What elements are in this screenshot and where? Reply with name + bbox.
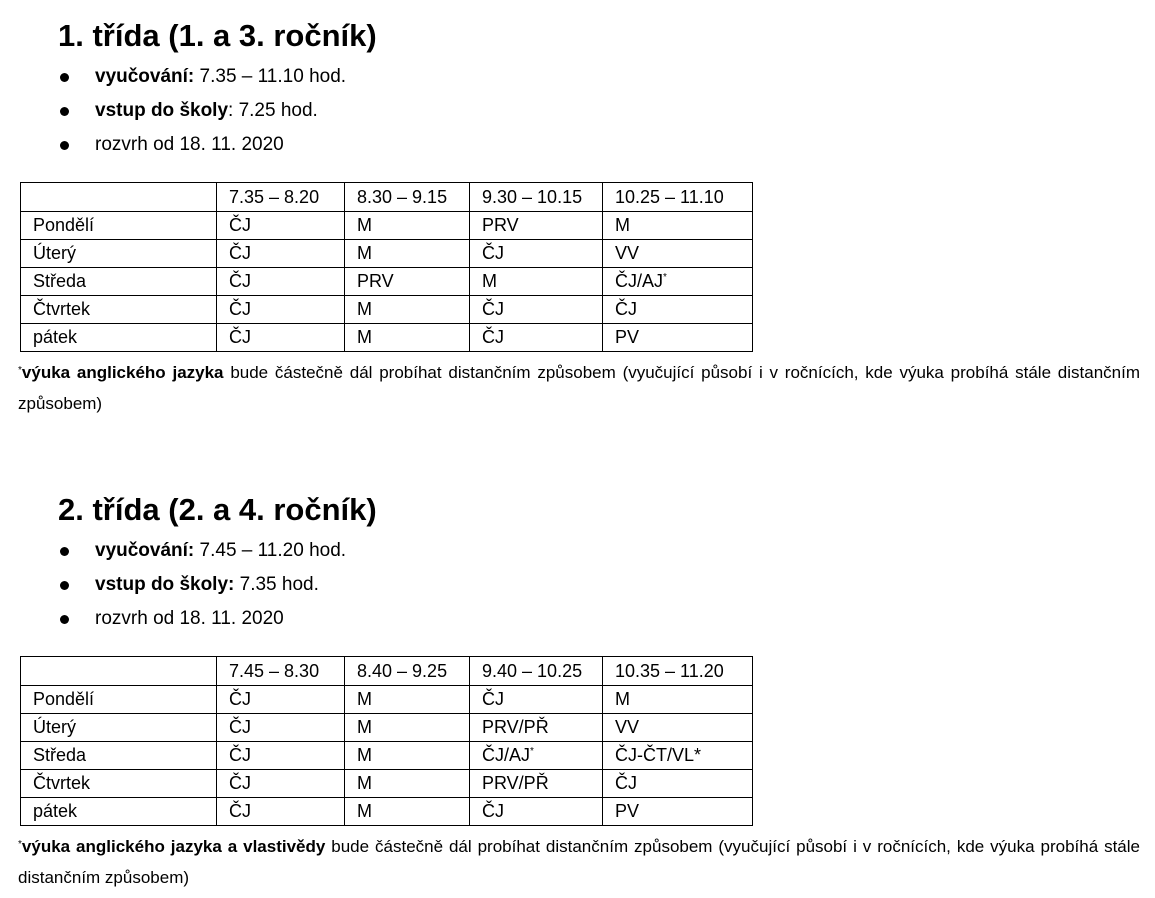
table-row — [21, 212, 753, 240]
info-list — [0, 60, 346, 162]
header-cell — [21, 657, 217, 686]
footnote: *výuka anglického jazyka bude částečně dál probíhat distančním způsobem (vyučující působí i v ročnících, kde výuka probíhá stále distančním způsobem) — [18, 363, 1141, 413]
header-cell: 8.40 – 9.25 — [345, 657, 470, 686]
bullet-icon — [60, 141, 69, 150]
info-item-lessons: vyučování: 7.35 – 11.10 hod. — [0, 60, 346, 94]
bullet-icon — [60, 107, 69, 116]
subject-cell: M — [345, 742, 470, 770]
subject-cell: ČJ — [217, 268, 345, 296]
schedule-table — [20, 656, 753, 826]
table-row — [21, 798, 753, 826]
info-item-entry: vstup do školy: 7.35 hod. — [0, 568, 346, 602]
day-cell: Středa — [21, 742, 217, 770]
table-row — [21, 296, 753, 324]
subject-cell: ČJ — [217, 296, 345, 324]
subject-cell: PV — [603, 324, 753, 352]
subject-cell: ČJ — [217, 742, 345, 770]
info-item-lessons: vyučování: 7.45 – 11.20 hod. — [0, 534, 346, 568]
table-row — [21, 770, 753, 798]
subject-cell: ČJ/AJ* — [470, 742, 603, 770]
day-cell: pátek — [21, 798, 217, 826]
subject-cell: VV — [603, 714, 753, 742]
subject-cell: ČJ — [217, 770, 345, 798]
subject-cell: ČJ — [470, 240, 603, 268]
footnote-marker: * — [663, 272, 667, 283]
subject-cell: ČJ — [217, 714, 345, 742]
day-cell: Středa — [21, 268, 217, 296]
subject-cell: ČJ — [470, 798, 603, 826]
subject-cell: ČJ — [470, 296, 603, 324]
header-cell: 8.30 – 9.15 — [345, 183, 470, 212]
subject-cell: M — [603, 686, 753, 714]
info-item-entry: vstup do školy: 7.25 hod. — [0, 94, 346, 128]
info-item-schedule-date: rozvrh od 18. 11. 2020 — [0, 128, 346, 162]
subject-cell: ČJ — [217, 798, 345, 826]
day-cell: Úterý — [21, 714, 217, 742]
schedule-table — [20, 182, 753, 352]
table-row — [21, 324, 753, 352]
subject-cell: VV — [603, 240, 753, 268]
subject-cell: ČJ — [603, 296, 753, 324]
bullet-icon — [60, 547, 69, 556]
subject-cell: PRV — [470, 212, 603, 240]
footnote-marker: * — [18, 365, 22, 376]
subject-cell: M — [603, 212, 753, 240]
header-cell: 7.35 – 8.20 — [217, 183, 345, 212]
table-row — [21, 240, 753, 268]
footnote-marker: * — [18, 839, 22, 850]
subject-cell: PRV/PŘ — [470, 714, 603, 742]
day-cell: Pondělí — [21, 212, 217, 240]
footnote: *výuka anglického jazyka a vlastivědy bude částečně dál probíhat distančním způsobem (vyučující působí i v ročnících, kde výuka probíhá stále distančním způsobem) — [18, 837, 1140, 887]
table-row — [21, 714, 753, 742]
subject-cell: PRV — [345, 268, 470, 296]
bullet-icon — [60, 581, 69, 590]
subject-cell: ČJ — [603, 770, 753, 798]
day-cell: Pondělí — [21, 686, 217, 714]
section-title: 2. třída (2. a 4. ročník) — [58, 492, 377, 527]
subject-cell: M — [345, 296, 470, 324]
table-row — [21, 686, 753, 714]
subject-cell: ČJ/AJ* — [603, 268, 753, 296]
subject-cell: PRV/PŘ — [470, 770, 603, 798]
subject-cell: M — [345, 714, 470, 742]
subject-cell: ČJ — [217, 240, 345, 268]
section-title: 1. třída (1. a 3. ročník) — [58, 18, 377, 53]
subject-cell: ČJ — [217, 686, 345, 714]
footnote-marker: * — [530, 746, 534, 757]
table-header-row — [21, 657, 753, 686]
header-cell: 10.25 – 11.10 — [603, 183, 753, 212]
subject-cell: PV — [603, 798, 753, 826]
subject-cell: ČJ — [217, 212, 345, 240]
header-cell: 9.40 – 10.25 — [470, 657, 603, 686]
subject-cell: ČJ — [470, 324, 603, 352]
header-cell: 10.35 – 11.20 — [603, 657, 753, 686]
day-cell: pátek — [21, 324, 217, 352]
table-row — [21, 268, 753, 296]
bullet-icon — [60, 73, 69, 82]
subject-cell: M — [345, 770, 470, 798]
info-item-schedule-date: rozvrh od 18. 11. 2020 — [0, 602, 346, 636]
subject-cell: M — [345, 240, 470, 268]
day-cell: Čtvrtek — [21, 296, 217, 324]
bullet-icon — [60, 615, 69, 624]
subject-cell: ČJ — [470, 686, 603, 714]
subject-cell: M — [345, 212, 470, 240]
table-header-row — [21, 183, 753, 212]
subject-cell: M — [470, 268, 603, 296]
subject-cell: M — [345, 686, 470, 714]
day-cell: Čtvrtek — [21, 770, 217, 798]
header-cell — [21, 183, 217, 212]
header-cell: 7.45 – 8.30 — [217, 657, 345, 686]
header-cell: 9.30 – 10.15 — [470, 183, 603, 212]
info-list — [0, 534, 346, 636]
subject-cell: ČJ — [217, 324, 345, 352]
subject-cell: M — [345, 324, 470, 352]
subject-cell: ČJ-ČT/VL* — [603, 742, 753, 770]
subject-cell: M — [345, 798, 470, 826]
table-row — [21, 742, 753, 770]
day-cell: Úterý — [21, 240, 217, 268]
